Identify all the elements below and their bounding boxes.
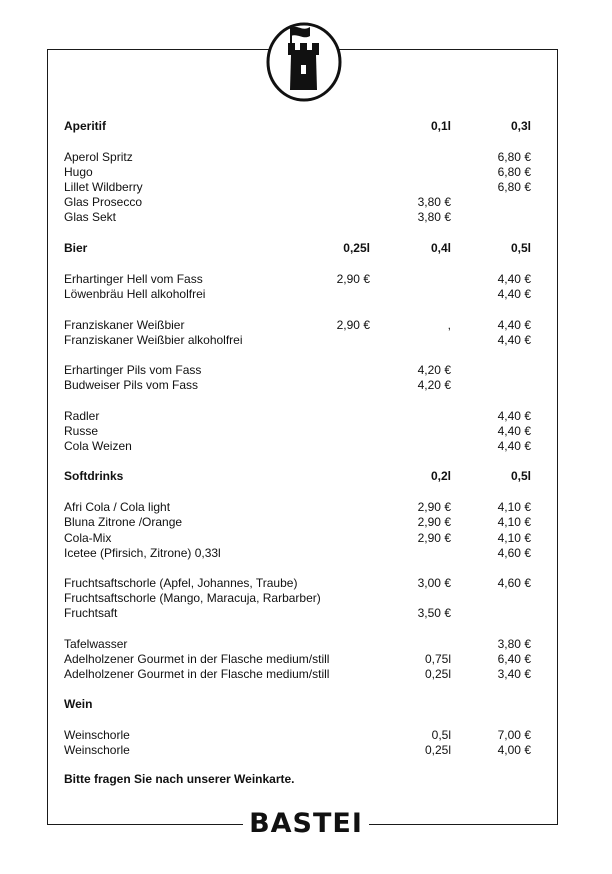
section-title: Wein: [64, 697, 93, 711]
menu-item-row: [0, 362, 612, 378]
price-c1: 2,90 €: [336, 318, 370, 332]
item-name: Cola Weizen: [64, 439, 132, 453]
menu-item-row: [0, 423, 612, 439]
menu-item-row: [0, 438, 612, 454]
price-c3: 4,00 €: [497, 743, 531, 757]
price-c3: 4,40 €: [497, 287, 531, 301]
brand-name: BASTEI: [243, 806, 369, 842]
item-name: Weinschorle: [64, 728, 130, 742]
section-title: Aperitif: [64, 119, 106, 133]
wine-list-note: Bitte fragen Sie nach unserer Weinkarte.: [64, 772, 295, 786]
menu-item-row: [0, 317, 612, 333]
menu-item-row: [0, 194, 612, 210]
item-name: Erhartinger Pils vom Fass: [64, 363, 202, 377]
item-name: Weinschorle: [64, 743, 130, 757]
item-name: Fruchtsaft: [64, 606, 118, 620]
price-c3: 4,40 €: [497, 424, 531, 438]
item-name: Fruchtsaftschorle (Apfel, Johannes, Traube): [64, 576, 298, 590]
section-title: Softdrinks: [64, 469, 124, 483]
price-c2: ,: [447, 318, 451, 332]
price-c3: 4,40 €: [497, 439, 531, 453]
price-c2: 2,90 €: [417, 500, 451, 514]
item-name: Radler: [64, 409, 100, 423]
menu-item-row: [0, 149, 612, 165]
menu-item-row: [0, 499, 612, 515]
section-header-row: [0, 468, 612, 484]
item-name: Aperol Spritz: [64, 150, 133, 164]
price-c2: 0,5l: [431, 728, 451, 742]
menu-item-row: [0, 164, 612, 180]
price-c3: 6,80 €: [497, 180, 531, 194]
price-c2: 2,90 €: [417, 531, 451, 545]
menu-item-row: [0, 742, 612, 758]
size-header-c2: 0,1l: [430, 119, 451, 133]
price-c2: 3,80 €: [417, 195, 451, 209]
price-c3: 4,10 €: [497, 500, 531, 514]
item-name: Hugo: [64, 165, 93, 179]
item-name: Russe: [64, 424, 99, 438]
size-header-c3: 0,5l: [510, 469, 531, 483]
menu-item-row: [0, 286, 612, 302]
section-header-row: [0, 240, 612, 256]
item-name: Franziskaner Weißbier: [64, 318, 185, 332]
menu-item-row: [0, 179, 612, 195]
price-c2: 0,25l: [424, 743, 451, 757]
item-name: Erhartinger Hell vom Fass: [64, 272, 203, 286]
price-c3: 6,40 €: [497, 652, 531, 666]
item-name: Tafelwasser: [64, 637, 128, 651]
price-c3: 4,10 €: [497, 531, 531, 545]
price-c2: 0,25l: [424, 667, 451, 681]
menu-item-row: [0, 332, 612, 348]
logo: [264, 14, 344, 104]
item-name: Afri Cola / Cola light: [64, 500, 171, 514]
item-name: Löwenbräu Hell alkoholfrei: [64, 287, 206, 301]
price-c2: 3,80 €: [417, 210, 451, 224]
item-name: Lillet Wildberry: [64, 180, 143, 194]
price-c3: 7,00 €: [497, 728, 531, 742]
brand-wordmark: [0, 806, 612, 842]
menu-item-row: [0, 545, 612, 561]
menu-item-row: [0, 590, 612, 606]
item-name: Icetee (Pfirsich, Zitrone) 0,33l: [64, 546, 221, 560]
item-name: Adelholzener Gourmet in der Flasche medium/still: [64, 652, 330, 666]
menu-item-row: [0, 271, 612, 287]
item-name: Bluna Zitrone /Orange: [64, 515, 183, 529]
price-c2: 2,90 €: [417, 515, 451, 529]
price-c3: 4,40 €: [497, 409, 531, 423]
price-c3: 4,60 €: [497, 546, 531, 560]
size-header-c3: 0,5l: [510, 241, 531, 255]
price-c3: 4,10 €: [497, 515, 531, 529]
price-c2: 3,50 €: [417, 606, 451, 620]
item-name: Glas Sekt: [64, 210, 117, 224]
item-name: Glas Prosecco: [64, 195, 143, 209]
menu-item-row: [0, 636, 612, 652]
price-c2: 4,20 €: [417, 363, 451, 377]
price-c2: 0,75l: [424, 652, 451, 666]
price-c2: 4,20 €: [417, 378, 451, 392]
menu-item-row: [0, 408, 612, 424]
price-c1: 2,90 €: [336, 272, 370, 286]
menu-item-row: [0, 605, 612, 621]
size-header-c3: 0,3l: [510, 119, 531, 133]
price-c3: 6,80 €: [497, 165, 531, 179]
menu-item-row: [0, 514, 612, 530]
menu-item-row: [0, 377, 612, 393]
price-c3: 4,60 €: [497, 576, 531, 590]
menu-item-row: [0, 209, 612, 225]
size-header-c2: 0,4l: [430, 241, 451, 255]
menu-item-row: [0, 575, 612, 591]
price-c3: 3,80 €: [497, 637, 531, 651]
item-name: Adelholzener Gourmet in der Flasche medium/still: [64, 667, 330, 681]
price-c3: 6,80 €: [497, 150, 531, 164]
section-header-row: [0, 696, 612, 712]
price-c3: 4,40 €: [497, 272, 531, 286]
item-name: Cola-Mix: [64, 531, 112, 545]
section-header-row: [0, 118, 612, 134]
menu-item-row: [0, 666, 612, 682]
size-header-c1: 0,25l: [343, 241, 370, 255]
castle-tower-flag-icon: [264, 14, 344, 104]
price-c2: 3,00 €: [417, 576, 451, 590]
price-c3: 4,40 €: [497, 318, 531, 332]
size-header-c2: 0,2l: [430, 469, 451, 483]
item-name: Fruchtsaftschorle (Mango, Maracuja, Rarbarber): [64, 591, 321, 605]
menu-item-row: [0, 651, 612, 667]
menu-item-row: [0, 727, 612, 743]
menu-item-row: [0, 530, 612, 546]
section-title: Bier: [64, 241, 88, 255]
item-name: Franziskaner Weißbier alkoholfrei: [64, 333, 243, 347]
item-name: Budweiser Pils vom Fass: [64, 378, 199, 392]
price-c3: 4,40 €: [497, 333, 531, 347]
price-c3: 3,40 €: [497, 667, 531, 681]
